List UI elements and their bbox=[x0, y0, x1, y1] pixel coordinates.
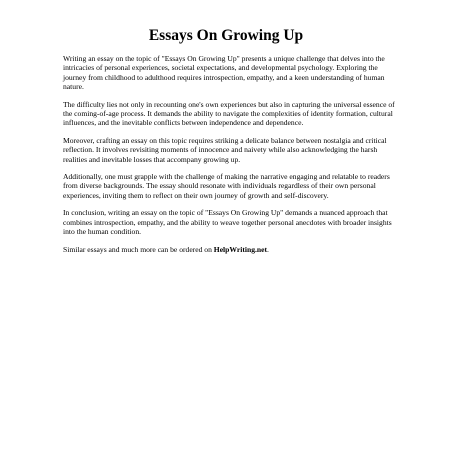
document-body bbox=[63, 54, 396, 262]
paragraph-1: Writing an essay on the topic of "Essays On Growing Up" presents a unique challenge that delves into the intricacies of personal experiences, societal expectations, and developmental psychology. Exploring the journey from childhood to adulthood requires introspection, empathy, and a keen understanding of human nature. bbox=[63, 54, 385, 92]
page-title: Essays On Growing Up bbox=[148, 27, 304, 44]
paragraph-2: The difficulty lies not only in recounting one's own experiences but also in capturing the universal essence of the coming-of-age process. It demands the ability to navigate the complexities of identity formation, cultural influences, and the inevitable conflicts between independence and dependence. bbox=[63, 99, 395, 128]
closing-prefix: Similar essays and much more can be ordered on bbox=[63, 244, 214, 254]
paragraph-5: In conclusion, writing an essay on the topic of "Essays On Growing Up" demands a nuanced approach that combines introspection, empathy, and the ability to weave together personal anecdotes with broader insights into the human condition. bbox=[63, 208, 392, 237]
helpwriting-link[interactable]: HelpWriting.net bbox=[213, 244, 268, 254]
paragraph-3: Moreover, crafting an essay on this topic requires striking a delicate balance between nostalgia and critical reflection. It involves revisiting moments of innocence and naivety while also acknowledging the harsh realities and inevitable losses that accompany growing up. bbox=[63, 135, 387, 164]
closing-suffix: . bbox=[267, 244, 269, 254]
closing-paragraph bbox=[63, 245, 396, 254]
paragraph-4: Additionally, one must grapple with the challenge of making the narrative engaging and relatable to readers from diverse backgrounds. The essay should resonate with individuals regardless of their own personal experiences, inviting them to reflect on their own journey of growth and self-discovery. bbox=[63, 172, 390, 200]
